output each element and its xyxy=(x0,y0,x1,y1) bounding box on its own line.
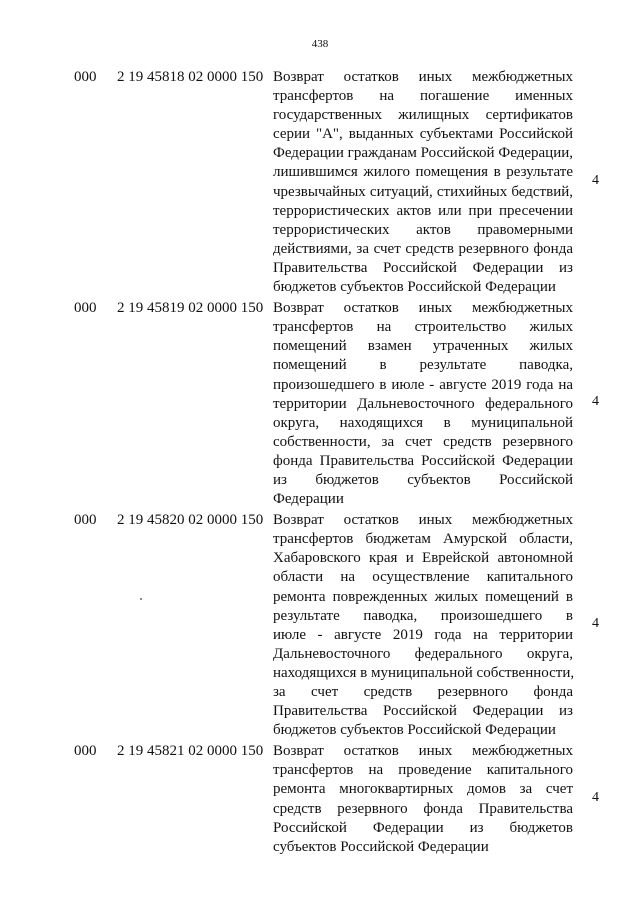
norm-value: 4 xyxy=(592,394,599,410)
description-line: из бюджетов субъектов Российской xyxy=(273,471,573,488)
description-line: Возврат остатков иных межбюджетных xyxy=(273,512,573,529)
description-line: ремонта поврежденных жилых помещений в xyxy=(273,588,573,605)
income-description xyxy=(273,68,573,297)
income-description xyxy=(273,299,573,509)
description-line: Хабаровского края и Еврейской автономной xyxy=(273,550,573,567)
description-line: чрезвычайных ситуаций, стихийных бедствий, xyxy=(273,183,573,200)
description-line: фонда Правительства Российской Федерации xyxy=(273,452,573,469)
page-number: 438 xyxy=(311,38,329,50)
description-line: округа, находящихся в муниципальной xyxy=(273,414,573,431)
description-line: трансфертов на строительство жилых xyxy=(273,319,573,336)
description-line: произошедшего в июле - августе 2019 года на xyxy=(273,376,573,393)
description-line: серии "А", выданных субъектами Российской xyxy=(273,126,573,143)
description-line: государственных жилищных сертификатов xyxy=(273,107,573,124)
description-line: Возврат остатков иных межбюджетных xyxy=(273,743,573,760)
description-line: лишившимся жилого помещения в результате xyxy=(273,164,573,181)
description-line: Правительства Российской Федерации из xyxy=(273,703,573,720)
budget-classification-code: 2 19 45818 02 0000 150 xyxy=(117,69,264,85)
description-line: Федерации xyxy=(273,491,344,508)
description-line: бюджетов субъектов Российской Федерации xyxy=(273,279,556,296)
description-line: результате паводка, произошедшего в xyxy=(273,607,573,624)
income-description xyxy=(273,511,573,740)
scan-artifact-dot xyxy=(140,598,142,600)
description-line: Возврат остатков иных межбюджетных xyxy=(273,300,573,317)
description-line: Российской Федерации из бюджетов xyxy=(273,819,573,836)
description-line: бюджетов субъектов Российской Федерации xyxy=(273,722,556,739)
description-line: ремонта многоквартирных домов за счет xyxy=(273,781,573,798)
budget-classification-code: 2 19 45821 02 0000 150 xyxy=(117,743,264,760)
description-line: находящихся в муниципальной собственности, xyxy=(273,664,575,681)
description-line: террористических актов или при пресечении xyxy=(273,202,573,219)
table-row xyxy=(0,299,640,509)
description-line: Дальневосточного федерального округа, xyxy=(273,645,573,662)
norm-value: 4 xyxy=(592,790,599,806)
table-row xyxy=(0,742,640,857)
description-line: Федерации гражданам Российской Федерации, xyxy=(273,145,573,162)
admin-code: 000 xyxy=(74,300,97,317)
description-line: помещений в результате паводка, xyxy=(273,357,573,374)
table-row xyxy=(0,511,640,740)
description-line: за счет средств резервного фонда xyxy=(273,684,573,700)
description-line: Правительства Российской Федерации из xyxy=(273,259,573,276)
budget-code-table xyxy=(0,68,640,859)
description-line: действиями, за счет средств резервного фонда xyxy=(273,240,573,257)
description-line: средств резервного фонда Правительства xyxy=(273,800,573,817)
description-line: трансфертов на погашение именных xyxy=(273,88,573,105)
description-line: трансфертов на проведение капитального xyxy=(273,762,573,779)
description-line: помещений взамен утраченных жилых xyxy=(273,338,573,355)
description-line: области на осуществление капитального xyxy=(273,569,573,586)
description-line: субъектов Российской Федерации xyxy=(273,838,489,855)
description-line: собственности, за счет средств резервного xyxy=(273,433,573,450)
income-description xyxy=(273,742,573,857)
budget-classification-code: 2 19 45820 02 0000 150 xyxy=(117,512,264,529)
budget-classification-code: 2 19 45819 02 0000 150 xyxy=(117,300,264,317)
description-line: июле - августе 2019 года на территории xyxy=(273,626,573,643)
description-line: трансфертов бюджетам Амурской области, xyxy=(273,531,573,548)
admin-code: 000 xyxy=(74,512,97,529)
description-line: террористических актов правомерными xyxy=(273,221,573,238)
admin-code: 000 xyxy=(74,69,97,85)
description-line: Возврат остатков иных межбюджетных xyxy=(273,69,573,85)
admin-code: 000 xyxy=(74,743,97,760)
norm-value: 4 xyxy=(592,173,599,188)
table-row xyxy=(0,68,640,297)
norm-value: 4 xyxy=(592,616,599,632)
description-line: территории Дальневосточного федерального xyxy=(273,395,573,412)
